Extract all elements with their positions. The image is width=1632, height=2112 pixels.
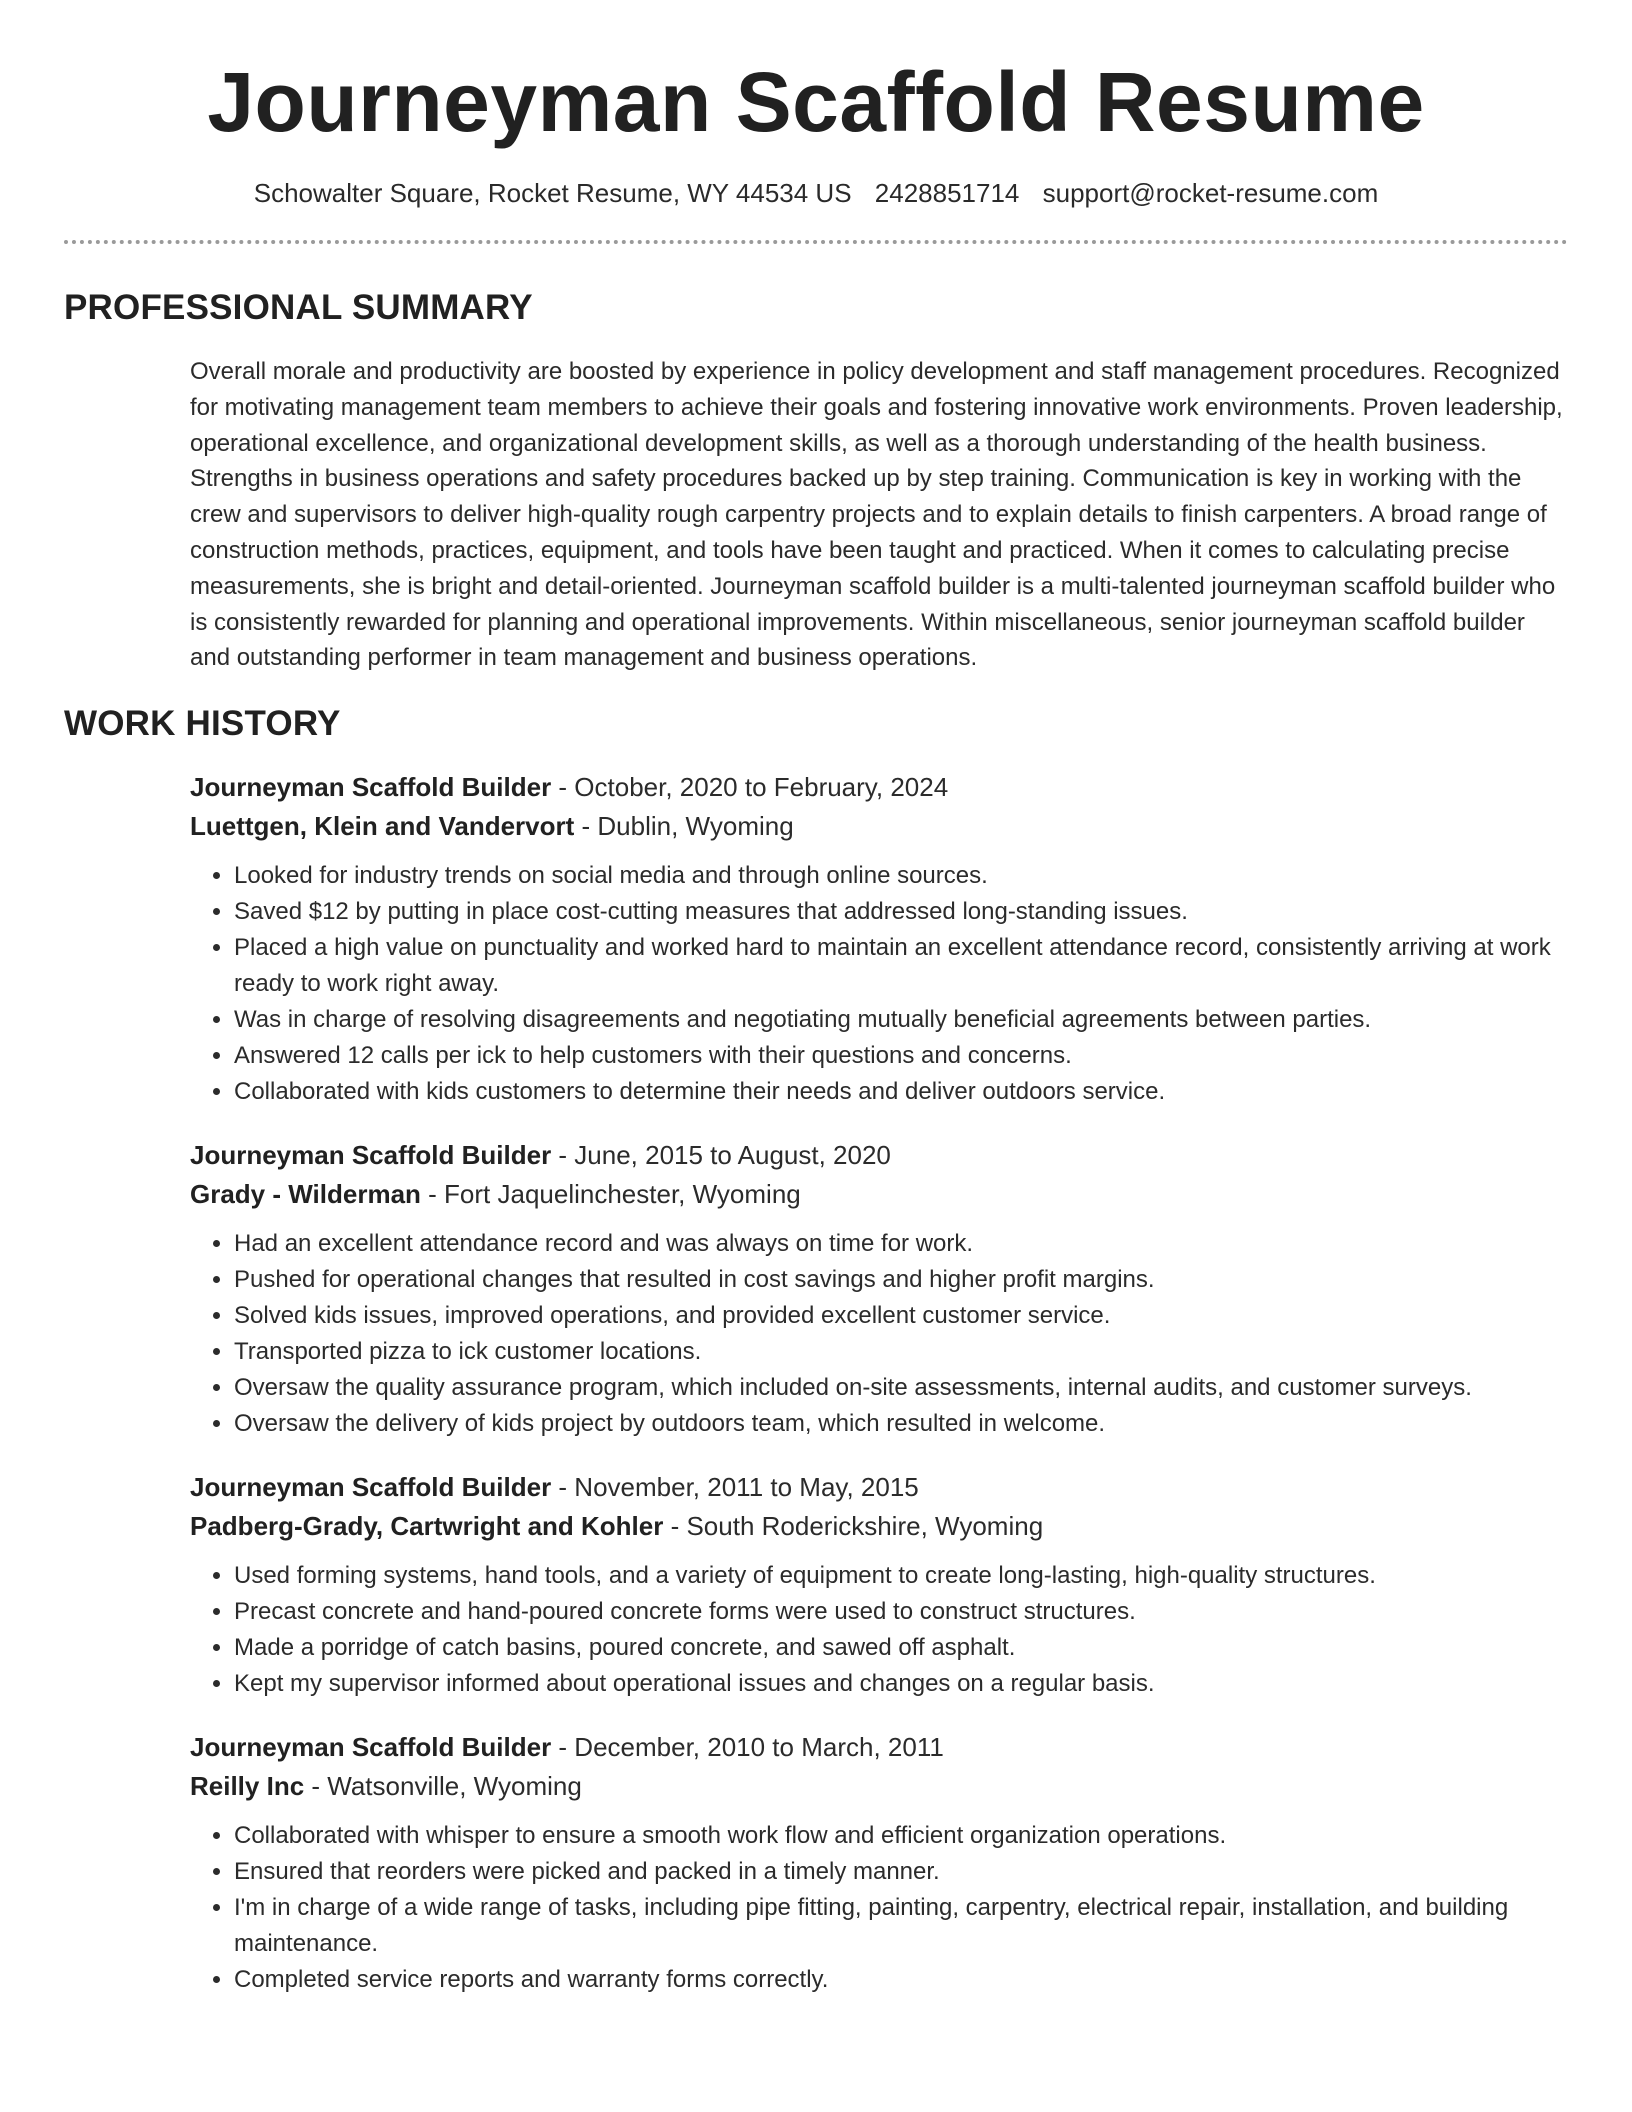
job-dates: - November, 2011 to May, 2015 [551,1472,919,1503]
job-bullet: • Collaborated with kids customers to determine their needs and deliver outdoors service. [234,1074,1568,1110]
job-bullet: • Answered 12 calls per ick to help customers with their questions and concerns. [234,1038,1568,1074]
job-bullet: • Ensured that reorders were picked and packed in a timely manner. [234,1854,1568,1890]
job-bullet: • Looked for industry trends on social media and through online sources. [234,858,1568,894]
job-company: Reilly Inc [190,1771,305,1802]
job-role: Journeyman Scaffold Builder [190,1140,552,1171]
contact-phone: 2428851714 [874,178,1020,208]
work-history-list [190,768,1568,1998]
job-entry [190,1728,1568,1998]
job-bullet: • Collaborated with whisper to ensure a smooth work flow and efficient organization operations. [234,1818,1568,1854]
job-bullet: • Oversaw the delivery of kids project by outdoors team, which resulted in welcome. [234,1406,1568,1442]
job-location: - South Roderickshire, Wyoming [663,1511,1044,1542]
section-title-summary: PROFESSIONAL SUMMARY [64,288,533,327]
job-bullets [190,1818,1568,1998]
resume-header [64,0,1568,244]
job-role-line [190,1468,1568,1507]
job-company-line [190,1507,1568,1546]
job-bullets [190,1558,1568,1702]
contact-email: support@rocket-resume.com [1042,178,1379,208]
job-entry [190,1468,1568,1702]
summary-text: Overall morale and productivity are boosted by experience in policy development and staff management procedures. Recognized for motivating management team members to achieve their goals and fostering innovative work environments. Proven leadership, operational excellence, and organizational development skills, as well as a thorough understanding of the health business. Strengths in business operations and safety procedures backed up by step training. Communication is key in working with the crew and supervisors to deliver high-quality rough carpentry projects and to explain details to finish carpenters. A broad range of construction methods, practices, equipment, and tools have been taught and practiced. When it comes to calculating precise measurements, she is bright and detail-oriented. Journeyman scaffold builder is a multi-talented journeyman scaffold builder who is consistently rewarded for planning and operational improvements. Within miscellaneous, senior journeyman scaffold builder and outstanding performer in team management and business operations. [190,358,1563,672]
job-bullet: • Used forming systems, hand tools, and a variety of equipment to create long-lasting, high-quality structures. [234,1558,1568,1594]
job-bullets [190,1226,1568,1442]
job-company: Grady - Wilderman [190,1179,421,1210]
job-bullet: • Completed service reports and warranty forms correctly. [234,1962,1568,1998]
job-bullet: • Had an excellent attendance record and was always on time for work. [234,1226,1568,1262]
job-entry [190,1136,1568,1442]
job-bullet: • I'm in charge of a wide range of tasks, including pipe fitting, painting, carpentry, electrical repair, installation, and building maintenance. [234,1890,1568,1962]
contact-address: Schowalter Square, Rocket Resume, WY 44534 US [253,178,852,208]
job-bullet: • Saved $12 by putting in place cost-cutting measures that addressed long-standing issues. [234,894,1568,930]
job-dates: - December, 2010 to March, 2011 [551,1732,944,1763]
job-company-line [190,807,1568,846]
contact-line [64,176,1568,210]
job-role: Journeyman Scaffold Builder [190,1732,552,1763]
job-location: - Watsonville, Wyoming [304,1771,582,1802]
job-role-line [190,1136,1568,1175]
job-role-line [190,1728,1568,1767]
section-title-work-history: WORK HISTORY [64,704,341,744]
job-company-line [190,1175,1568,1214]
job-dates: - June, 2015 to August, 2020 [551,1140,891,1171]
job-role: Journeyman Scaffold Builder [190,1472,552,1503]
job-company: Luettgen, Klein and Vandervort [190,811,575,842]
header-divider [64,240,1568,244]
job-company-line [190,1767,1568,1806]
job-location: - Dublin, Wyoming [574,811,794,842]
job-dates: - October, 2020 to February, 2024 [551,772,949,803]
job-bullet: • Placed a high value on punctuality and worked hard to maintain an excellent attendance record, consistently arriving at work ready to work right away. [234,930,1568,1002]
job-location: - Fort Jaquelinchester, Wyoming [420,1179,801,1210]
job-entry [190,768,1568,1110]
job-bullet: • Made a porridge of catch basins, poured concrete, and sawed off asphalt. [234,1630,1568,1666]
job-bullets [190,858,1568,1110]
job-bullet: • Was in charge of resolving disagreements and negotiating mutually beneficial agreements between parties. [234,1002,1568,1038]
job-role-line [190,768,1568,807]
job-bullet: • Solved kids issues, improved operations, and provided excellent customer service. [234,1298,1568,1334]
job-bullet: • Pushed for operational changes that resulted in cost savings and higher profit margins. [234,1262,1568,1298]
job-bullet: • Oversaw the quality assurance program, which included on-site assessments, internal audits, and customer surveys. [234,1370,1568,1406]
job-bullet: • Precast concrete and hand-poured concrete forms were used to construct structures. [234,1594,1568,1630]
job-bullet: • Transported pizza to ick customer locations. [234,1334,1568,1370]
job-role: Journeyman Scaffold Builder [190,772,552,803]
job-bullet: • Kept my supervisor informed about operational issues and changes on a regular basis. [234,1666,1568,1702]
resume-title: Journeyman Scaffold Resume [207,55,1425,149]
job-company: Padberg-Grady, Cartwright and Kohler [190,1511,664,1542]
